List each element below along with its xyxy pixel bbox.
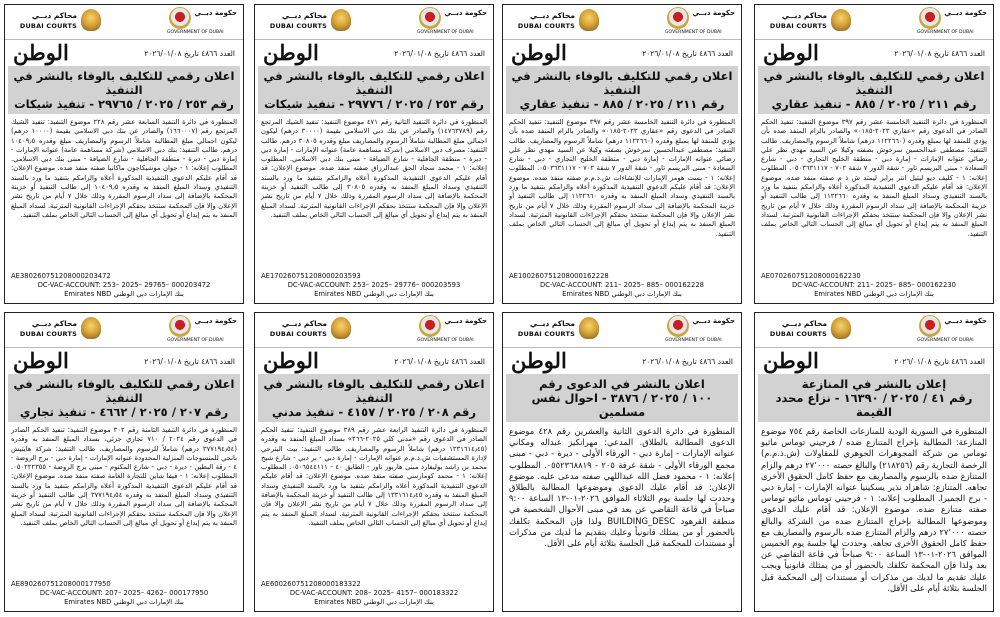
notice-title-band bbox=[758, 66, 990, 114]
notice-payment-footer bbox=[509, 272, 735, 299]
notice-body bbox=[755, 422, 993, 612]
courts-english-label: DUBAI COURTS bbox=[769, 330, 827, 338]
notice-payment-footer bbox=[11, 580, 237, 607]
notice-card bbox=[754, 4, 994, 304]
newspaper-name: الوطن bbox=[13, 348, 69, 373]
gov-arabic-label: حكومة دبــي bbox=[944, 9, 987, 17]
dubai-emblem-icon bbox=[169, 7, 191, 29]
notice-case-number: رقم ٢٠٧ / ٢٠٢٥ / ٤٦٦٢ - تنفيذ تجاري bbox=[19, 405, 229, 419]
gov-english-label: GOVERNMENT OF DUBAI bbox=[917, 30, 974, 35]
newspaper-name: الوطن bbox=[511, 40, 567, 65]
notice-header bbox=[255, 313, 493, 348]
notice-card bbox=[754, 312, 994, 612]
notice-title: اعلان رقمي للتكليف بالوفاء بالنشر في التنفيذ bbox=[511, 69, 733, 97]
notice-title-band bbox=[758, 374, 990, 422]
bank-name: بنك الإمارات دبي الوطني Emirates NBD bbox=[814, 290, 934, 298]
notice-body-text: المنظورة في دائرة التنفيذ الثانية رقم ٤٧١ موضوع التنفيذ: تنفيذ الشيك المرتجع رقم (١٤٧٦٣٧٨٩) والصادر عن بنك دبي الاسلامي بقيمة (٣٠٠٠٠ درهم) ليكون اجمالي مبلغ المطالبة شاملاً الرسوم والمصاريف مبلغ وقدره ٣٠٨٠٥ درهم. طالب التنفيذ: مصرف دبي الاسلامي (شركة مساهمة عامة) عنوانه الإمارات - إمارة دبي - ديرة - منطقة الجافلية - شارع الضيافة - مبنى بنك دبي الاسلامي. المطلوب إعلانه: ١ - محمد سجاد الحق عبدالرزاق صفته منفذ ضده. موضوع الإعلان: قد أقام عليكم الدعوى التنفيذية المذكورة أعلاه والزامكم بتنفيذ ما ورد بالسند التنفيذي وسداد المبلغ المنفذ به وقدره ٣٠٨٠٥ إلى طالب التنفيذ أو خزينة المحكمة بالإضافة إلى سداد الرسوم المقررة وذلك خلال ٧ أيام من تاريخ نشر الإعلان وإلا فإن المحكمة ستتخذ بحقكم الإجراءات القانونية المترتبة. لسداد المبلغ المنفذ به يتم إيداع أو تحويل أي مبالغ إلى الحساب التالي الخاص بملف التنفيذ. bbox=[261, 118, 488, 219]
notice-card bbox=[502, 4, 742, 304]
notice-body-text: المنظورة في دائرة التنفيذ الثامنة رقم ٣٠٢ موضوع التنفيذ: تنفيذ الحكم الصادر في الدعوى رقم ٢٠٢٤ / ٧١٠ تجاري جزئي، بسداد المبلغ المنفذ به وقدره (٣٧٧١٩٤٫٥٤ درهم) شاملاً للرسوم والمصاريف. طالب التنفيذ: شركة هايتيش بانجي للمنسوجات المنزلية المحدودة عنوانه الإمارات - إمارة دبي - برج الروضة - ٤ - رقة البطين - ديرة - دبي - شارع المكتوم - مبنى برج الروضة - ٠٥٠٢٢٢٣٥٥. المطلوب إعلانه: ١ - فيفا شاين للتجارة العامة صفته منفذ ضده. موضوع الإعلان: قد أقام عليكم الدعوى التنفيذية المذكورة أعلاه والزامكم بتنفيذ ما ورد بالسند التنفيذي وسداد المبلغ المنفذ به وقدره ٣٧٧١٩٤٫٥٤ إلى طالب التنفيذ أو خزينة المحكمة بالإضافة إلى سداد الرسوم المقررة وذلك خلال ٧ أيام من تاريخ نشر الإعلان وإلا فإن المحكمة ستتخذ بحقكم الإجراءات القانونية المترتبة. لسداد المبلغ المنفذ به يتم إيداع أو تحويل أي مبالغ إلى الحساب التالي الخاص بملف التنفيذ. bbox=[11, 426, 237, 527]
issue-line: العدد ٤٨٦٦ تاريخ ٢٠٢٦/٠١/٠٨ bbox=[144, 49, 235, 58]
notice-title: اعلان رقمي للتكليف بالوفاء بالنشر في التنفيذ bbox=[13, 377, 235, 405]
courts-english-label: DUBAI COURTS bbox=[517, 330, 575, 338]
gov-english-label: GOVERNMENT OF DUBAI bbox=[167, 338, 224, 343]
notice-body-text: المنظورة في السورية الودية للمنازعات الخاصة رقم ٧٥٤ موضوع المنازعة: المطالبة بإخراج المتنازع ضده / فرجيني توماس ماثيو توماس من شركة المجوهرات الجوهري للمقاولات (ش.ذ.م.م) الرخصة التجارية رقم (٢١٨٢٥٦) والبالغ حصته ٢٧٬٠٠٠ درهم والزام المتنازع ضده بالرسوم والمصاريف مع حفظ كامل الحقوق الأخرى تجاهه. المتنازع: شاهزاد نذير يسكينيا عنوانه الإمارات - إمارة دبي - برج الجميرا. المطلوب إعلانه: ١ - فرجيني توماس ماثيو توماس صفته متنازع ضده. موضوع الإعلان: قد أقام عليك الدعوى وموضوعها المطالبة بإخراج المتنازع ضده من الشركة والبالغ حصته ٢٧٬٠٠٠ درهم والزام المتنازع ضده بالرسوم والمصاريف مع حفظ كامل الحقوق الأخرى تجاهه. وحددت لها جلسة يوم الخميس الموافق ٢٠٢٦-٠١-١٣ الساعة ٩:٠٠ صباحاً في قاعة التقاضي عن بعد ولذا فإن المحكمة تكلفك بالحضور أو من يمثلك قانونياً ويجب عليك تقديم ما لديك من مذكرات أو مستندات إلى المحكمة قبل الجلسة بثلاثة أيام على الأقل. bbox=[761, 426, 988, 593]
courts-arabic-label: محاكم دبــي bbox=[281, 11, 327, 20]
courts-emblem-icon bbox=[831, 9, 851, 31]
government-of-dubai-logo bbox=[417, 315, 487, 345]
courts-english-label: DUBAI COURTS bbox=[769, 22, 827, 30]
courts-arabic-label: محاكم دبــي bbox=[281, 319, 327, 328]
vac-account: DC-VAC-ACCOUNT: 253– 2025– 29776– 000203593 bbox=[287, 281, 461, 289]
courts-arabic-label: محاكم دبــي bbox=[781, 11, 827, 20]
vac-account: DC-VAC-ACCOUNT: 253– 2025– 29765– 000203472 bbox=[37, 281, 211, 289]
courts-english-label: DUBAI COURTS bbox=[269, 330, 327, 338]
issue-line: العدد ٤٨٦٦ تاريخ ٢٠٢٦/٠١/٠٨ bbox=[394, 49, 485, 58]
notice-body bbox=[503, 422, 741, 612]
courts-english-label: DUBAI COURTS bbox=[269, 22, 327, 30]
gov-arabic-label: حكومة دبــي bbox=[194, 317, 237, 325]
gov-arabic-label: حكومة دبــي bbox=[194, 9, 237, 17]
notice-title-band bbox=[258, 66, 490, 114]
newspaper-name: الوطن bbox=[511, 348, 567, 373]
notice-card bbox=[4, 312, 244, 612]
notice-title: اعلان رقمي للتكليف بالوفاء بالنشر في التنفيذ bbox=[263, 377, 485, 405]
notice-header bbox=[755, 5, 993, 40]
notice-header bbox=[5, 313, 243, 348]
courts-emblem-icon bbox=[579, 317, 599, 339]
notice-body-text: المنظورة في دائرة التنفيذ الخامسة عشر رقم ٣٩٧ موضوع التنفيذ: تنفيذ الحكم الصادر في الدعوى رقم «عقاري ٢٠٢٣-٠١٨٥» والصادر بالزام المنفذ ضده بأن يؤدي للمنفذ لها بمبلغ وقدره (١١٢٢٦٦٠ درهم) شاملاً الرسوم والمصاريف. طالب التنفيذ: مصطفى عبدالحسين سرخوش بصفته وكيلا عن السيد مهدي نظر علي رضائي عنوانه الإمارات - إمارة دبي - منطقة الخليج التجاري - دبي - شارع السعادة - مبنى البريسم تاور - شقة الدور ٧ شقة ٧٠٢ - ٠٥٠٣٦٣١١١٧. المطلوب إعلانه: ١ - كليف ديو ليتيل انتر برايز ليمتد ش ذ م صفته منفذ ضده. موضوع الإعلان: قد أقام عليكم الدعوى التنفيذية المذكورة أعلاه والزامكم بتنفيذ ما ورد بالسند التنفيذي وسداد المبلغ المنفذ به وقدره ١١٢٢٦٦٠ إلى طالب التنفيذ أو خزينة المحكمة بالإضافة إلى سداد الرسوم المقررة وذلك خلال ٧ أيام من تاريخ نشر الإعلان وإلا فإن المحكمة ستتخذ بحقكم الإجراءات القانونية المترتبة. لسداد المبلغ المنفذ به يتم إيداع أو تحويل أي مبالغ إلى الحساب التالي الخاص بملف التنفيذ. bbox=[761, 118, 987, 238]
issue-line: العدد ٤٨٦٦ تاريخ ٢٠٢٦/٠١/٠٨ bbox=[642, 49, 733, 58]
gov-arabic-label: حكومة دبــي bbox=[692, 317, 735, 325]
gov-arabic-label: حكومة دبــي bbox=[692, 9, 735, 17]
government-of-dubai-logo bbox=[917, 315, 987, 345]
vac-account: DC-VAC-ACCOUNT: 208– 2025– 4157– 000183322 bbox=[289, 589, 459, 597]
gov-english-label: GOVERNMENT OF DUBAI bbox=[665, 338, 722, 343]
notice-payment-footer bbox=[761, 272, 987, 299]
bank-name: بنك الإمارات دبي الوطني Emirates NBD bbox=[562, 290, 682, 298]
notice-title: إعلان بالنشر في المنازعة bbox=[801, 377, 947, 391]
notice-body-text: المنظورة في دائرة التنفيذ الخامسة عشر رقم ٣٩٧ موضوع التنفيذ: تنفيذ الحكم الصادر في الدعوى رقم «عقاري ٢٠٢٣-٠١٨٥» والصادر بالزام المنفذ ضده بأن يؤدي للمنفذ لها بمبلغ وقدره (١١٢٢٦٦٠ درهم) شاملاً الرسوم والمصاريف. طالب التنفيذ: مصطفى عبدالحسين سرخوش بصفته وكيلا عن السيد مهدي نظر علي رضائي عنوانه الإمارات - إمارة دبي - منطقة الخليج التجاري - دبي - شارع السعادة - مبنى البريسم تاور - شقة الدور ٧ شقة ٧٠٢ - ٠٥٠٣٦٣١١١٧. المطلوب إعلانه: ١ - بست هومز الإمارات للإنشاءات ش.ذ.م.م صفته منفذ ضده. موضوع الإعلان: قد أقام عليكم الدعوى التنفيذية المذكورة أعلاه والزامكم بتنفيذ ما ورد بالسند التنفيذي وسداد المبلغ المنفذ به وقدره ١١٢٢٦٦٠ إلى طالب التنفيذ أو خزينة المحكمة بالإضافة إلى سداد الرسوم المقررة وذلك خلال ٧ أيام من تاريخ نشر الإعلان وإلا فإن المحكمة ستتخذ بحقكم الإجراءات القانونية المترتبة. لسداد المبلغ المنفذ به يتم إيداع أو تحويل أي مبالغ إلى الحساب التالي الخاص بملف التنفيذ. bbox=[509, 118, 735, 238]
courts-english-label: DUBAI COURTS bbox=[19, 330, 77, 338]
notice-header bbox=[503, 5, 741, 40]
issue-line: العدد ٤٨٦٦ تاريخ ٢٠٢٦/٠١/٠٨ bbox=[894, 357, 985, 366]
notice-card bbox=[254, 4, 494, 304]
notice-body-text: المنظورة في دائرة التنفيذ السابعة عشر رقم ٢٢٨ موضوع التنفيذ: تنفيذ الشيك المرتجع رقم (١٦٦٠٠٠٧) والصادر عن بنك دبي الاسلامي بقيمة (١٠٠٠٠ درهم) ليكون اجمالي مبلغ المطالبة شاملاً الرسوم والمصاريف مبلغ وقدره ١٠٤٠٩٫٥ درهم. طالب التنفيذ: بنك دبي الاسلامي (شركة مساهمة عامة) عنوانه الإمارات - إمارة دبي - ديرة - منطقة الجافلية - شارع الضيافة - مبنى بنك دبي الاسلامي. المطلوب إعلانه: ١ - جوان موشيكاجون ماكانيا صفته منفذ ضده. موضوع الإعلان: قد أقام عليكم الدعوى التنفيذية المذكورة أعلاه والزامكم بتنفيذ ما ورد بالسند التنفيذي وسداد المبلغ المنفذ به وقدره ١٠٤٠٩٫٥ إلى طالب التنفيذ أو خزينة المحكمة بالإضافة إلى سداد الرسوم المقررة وذلك خلال ٧ أيام من تاريخ نشر الإعلان وإلا فإن المحكمة ستتخذ بحقكم الإجراءات القانونية المترتبة. لسداد المبلغ المنفذ به يتم إيداع أو تحويل أي مبالغ إلى الحساب التالي الخاص بملف التنفيذ. bbox=[11, 118, 238, 219]
bank-name: بنك الإمارات دبي الوطني Emirates NBD bbox=[64, 598, 184, 606]
courts-emblem-icon bbox=[579, 9, 599, 31]
government-of-dubai-logo bbox=[167, 7, 237, 37]
gov-english-label: GOVERNMENT OF DUBAI bbox=[167, 30, 224, 35]
iban-number: AE890260751208000177950 bbox=[11, 580, 111, 588]
notice-case-number: ١٠٠ / ٢٠٢٥ / ٣٨٧٦ - احوال نفس مسلمين bbox=[531, 391, 713, 419]
dubai-emblem-icon bbox=[919, 315, 941, 337]
notice-title-band bbox=[506, 66, 738, 114]
notice-header bbox=[5, 5, 243, 40]
government-of-dubai-logo bbox=[167, 315, 237, 345]
newspaper-name: الوطن bbox=[263, 348, 319, 373]
government-of-dubai-logo bbox=[665, 7, 735, 37]
dubai-emblem-icon bbox=[919, 7, 941, 29]
courts-arabic-label: محاكم دبــي bbox=[529, 11, 575, 20]
notice-title: اعلان رقمي للتكليف بالوفاء بالنشر في التنفيذ bbox=[263, 69, 485, 97]
notice-title-band bbox=[8, 66, 240, 114]
issue-line: العدد ٤٨٦٦ تاريخ ٢٠٢٦/٠١/٠٨ bbox=[642, 357, 733, 366]
bank-name: بنك الإمارات دبي الوطني Emirates NBD bbox=[64, 290, 184, 298]
dubai-emblem-icon bbox=[419, 7, 441, 29]
notice-header bbox=[255, 5, 493, 40]
notice-case-number: رقم ٢٥٣ / ٢٠٢٥ / ٢٩٧٦٥ - تنفيذ شيكات bbox=[14, 97, 234, 111]
notice-card bbox=[4, 4, 244, 304]
newspaper-name: الوطن bbox=[13, 40, 69, 65]
newspaper-brand bbox=[255, 40, 493, 66]
notice-case-number: رقم ٢١١ / ٢٠٢٥ / ٨٨٥ - تنفيذ عقاري bbox=[519, 97, 725, 111]
courts-arabic-label: محاكم دبــي bbox=[781, 319, 827, 328]
government-of-dubai-logo bbox=[917, 7, 987, 37]
courts-arabic-label: محاكم دبــي bbox=[31, 11, 77, 20]
gov-english-label: GOVERNMENT OF DUBAI bbox=[417, 338, 474, 343]
gov-english-label: GOVERNMENT OF DUBAI bbox=[665, 30, 722, 35]
gov-english-label: GOVERNMENT OF DUBAI bbox=[917, 338, 974, 343]
bank-name: بنك الإمارات دبي الوطني Emirates NBD bbox=[314, 290, 434, 298]
vac-account: DC-VAC-ACCOUNT: 211– 2025– 885– 000162230 bbox=[792, 281, 956, 289]
iban-number: AE100260751208000162228 bbox=[509, 272, 609, 280]
issue-line: العدد ٤٨٦٦ تاريخ ٢٠٢٦/٠١/٠٨ bbox=[394, 357, 485, 366]
iban-number: AE380260751208000203472 bbox=[11, 272, 111, 280]
newspaper-name: الوطن bbox=[263, 40, 319, 65]
iban-number: AE600260751208000183322 bbox=[261, 580, 361, 588]
courts-emblem-icon bbox=[331, 9, 351, 31]
notice-payment-footer bbox=[11, 272, 237, 299]
courts-arabic-label: محاكم دبــي bbox=[529, 319, 575, 328]
courts-emblem-icon bbox=[81, 9, 101, 31]
notice-case-number: رقم ٢١١ / ٢٠٢٥ / ٨٨٥ - تنفيذ عقاري bbox=[771, 97, 977, 111]
notice-title: اعلان رقمي للتكليف بالوفاء بالنشر في التنفيذ bbox=[13, 69, 235, 97]
dubai-emblem-icon bbox=[667, 7, 689, 29]
notice-header bbox=[755, 313, 993, 348]
vac-account: DC-VAC-ACCOUNT: 207– 2025– 4262– 000177950 bbox=[39, 589, 209, 597]
courts-english-label: DUBAI COURTS bbox=[517, 22, 575, 30]
newspaper-brand bbox=[255, 348, 493, 374]
notice-card bbox=[502, 312, 742, 612]
dubai-emblem-icon bbox=[667, 315, 689, 337]
gov-arabic-label: حكومة دبــي bbox=[944, 317, 987, 325]
gov-arabic-label: حكومة دبــي bbox=[444, 317, 487, 325]
notice-card bbox=[254, 312, 494, 612]
notice-title-band bbox=[8, 374, 240, 422]
issue-line: العدد ٤٨٦٦ تاريخ ٢٠٢٦/٠١/٠٨ bbox=[894, 49, 985, 58]
notice-body-text: المنظورة في دائرة الدعوى الثانية والعشرين رقم ٤٢٨ موضوع الدعوى المطالبة بالطلاق. المدعي: مهرانكيز عبداله ومكاني عنوانه الإمارات - إمارة دبي - الورقاء الأولى - ديرة - دبي - مبنى مجمع الورقاء الأولى - شقة غرفة ٢٠٥ - ٠٥٥٢٣٦٨٨١٩. المطلوب إعلانه: ١ - محمود فضل الله عبداللهي صفته مدعى عليه. موضوع الإعلان: قد أقام عليك الدعوى وموضوعها المطالبة بالطلاق وحددت لها جلسة يوم الثلاثاء الموافق ٢٠٢٦-٠١-١٣ الساعة ٩:٠٠ صباحاً في قاعة التقاضي عن بعد في مبنى الأحوال الشخصية في منطقة القرهود BUILDING_DESC ولذا فإن المحكمة تكلفك بالحضور أو من يمثلك قانونياً وعليك بتقديم ما لديك من مذكرات أو مستندات للمحكمة قبل الجلسة بثلاثة أيام على الأقل. bbox=[509, 426, 735, 549]
newspaper-brand bbox=[503, 348, 741, 374]
bank-name: بنك الإمارات دبي الوطني Emirates NBD bbox=[314, 598, 434, 606]
vac-account: DC-VAC-ACCOUNT: 211– 2025– 885– 000162228 bbox=[540, 281, 704, 289]
newspaper-name: الوطن bbox=[763, 348, 819, 373]
notice-title: اعلان رقمي للتكليف بالوفاء بالنشر في التنفيذ bbox=[763, 69, 985, 97]
courts-emblem-icon bbox=[331, 317, 351, 339]
government-of-dubai-logo bbox=[417, 7, 487, 37]
courts-arabic-label: محاكم دبــي bbox=[31, 319, 77, 328]
notice-case-number: رقم ٢٥٣ / ٢٠٢٥ / ٢٩٧٧٦ - تنفيذ شيكات bbox=[264, 97, 484, 111]
courts-emblem-icon bbox=[831, 317, 851, 339]
courts-emblem-icon bbox=[81, 317, 101, 339]
issue-line: العدد ٤٨٦٦ تاريخ ٢٠٢٦/٠١/٠٨ bbox=[144, 357, 235, 366]
newspaper-brand bbox=[5, 40, 243, 66]
dubai-emblem-icon bbox=[419, 315, 441, 337]
iban-number: AE170260751208000203593 bbox=[261, 272, 361, 280]
gov-english-label: GOVERNMENT OF DUBAI bbox=[417, 30, 474, 35]
iban-number: AE070260751208000162230 bbox=[761, 272, 861, 280]
notice-title-band bbox=[506, 374, 738, 422]
dubai-emblem-icon bbox=[169, 315, 191, 337]
newspaper-name: الوطن bbox=[763, 40, 819, 65]
notice-payment-footer bbox=[261, 580, 487, 607]
notice-header bbox=[503, 313, 741, 348]
notice-title-band bbox=[258, 374, 490, 422]
notice-payment-footer bbox=[261, 272, 487, 299]
newspaper-brand bbox=[5, 348, 243, 374]
gov-arabic-label: حكومة دبــي bbox=[444, 9, 487, 17]
government-of-dubai-logo bbox=[665, 315, 735, 345]
notice-title: اعلان بالنشر في الدعوى رقم bbox=[539, 377, 705, 391]
newspaper-brand bbox=[503, 40, 741, 66]
notice-case-number: رقم ٢٠٨ / ٢٠٢٥ / ٤١٥٧ - تنفيذ مدني bbox=[272, 405, 476, 419]
notice-case-number: رقم ٤١ / ٢٠٢٥ / ١٦٣٩٠ - نزاع محدد القيمة bbox=[775, 391, 973, 419]
newspaper-brand bbox=[755, 40, 993, 66]
notice-body-text: المنظورة في دائرة التنفيذ الرابعة عشر رقم ٣٨٩ موضوع التنفيذ: تنفيذ الحكم الصادر في الدعوى رقم «مدني كلي ٢٠٢٥-٢٦٦» بسداد المبلغ المنفذ به وقدره (١٣٣١٦١٤٫٤٥ درهم) شاملاً الرسوم والمصاريف. طالب التنفيذ: بيت البترجي لإدارة المستشفيات ش.ذ.م.م عنوانه الإمارات - إمارة دبي - بر دبي - شارع شيخ محمد بن راشد بوليفارد مبنى هاربور تاور - الطابق ٤٠ - ٠٥٠٦٥٤٤١١١. المطلوب إعلانه: ١ - محمد كومارسي صفته منفذ ضده. موضوع الإعلان: قد أقام عليكم الدعوى التنفيذية المذكورة أعلاه والزامكم بتنفيذ ما ورد بالسند التنفيذي وسداد المبلغ المنفذ به وقدره ١٣٣١٦١٤٫٤٥ إلى طالب التنفيذ أو خزينة المحكمة بالإضافة إلى سداد الرسوم المقررة وذلك خلال ٧ أيام من تاريخ نشر الإعلان وإلا فإن المحكمة ستتخذ بحقكم الإجراءات القانونية المترتبة. لسداد المبلغ المنفذ به يتم إيداع أو تحويل أي مبالغ إلى الحساب التالي الخاص بملف التنفيذ. bbox=[261, 426, 488, 527]
newspaper-brand bbox=[755, 348, 993, 374]
courts-english-label: DUBAI COURTS bbox=[19, 22, 77, 30]
